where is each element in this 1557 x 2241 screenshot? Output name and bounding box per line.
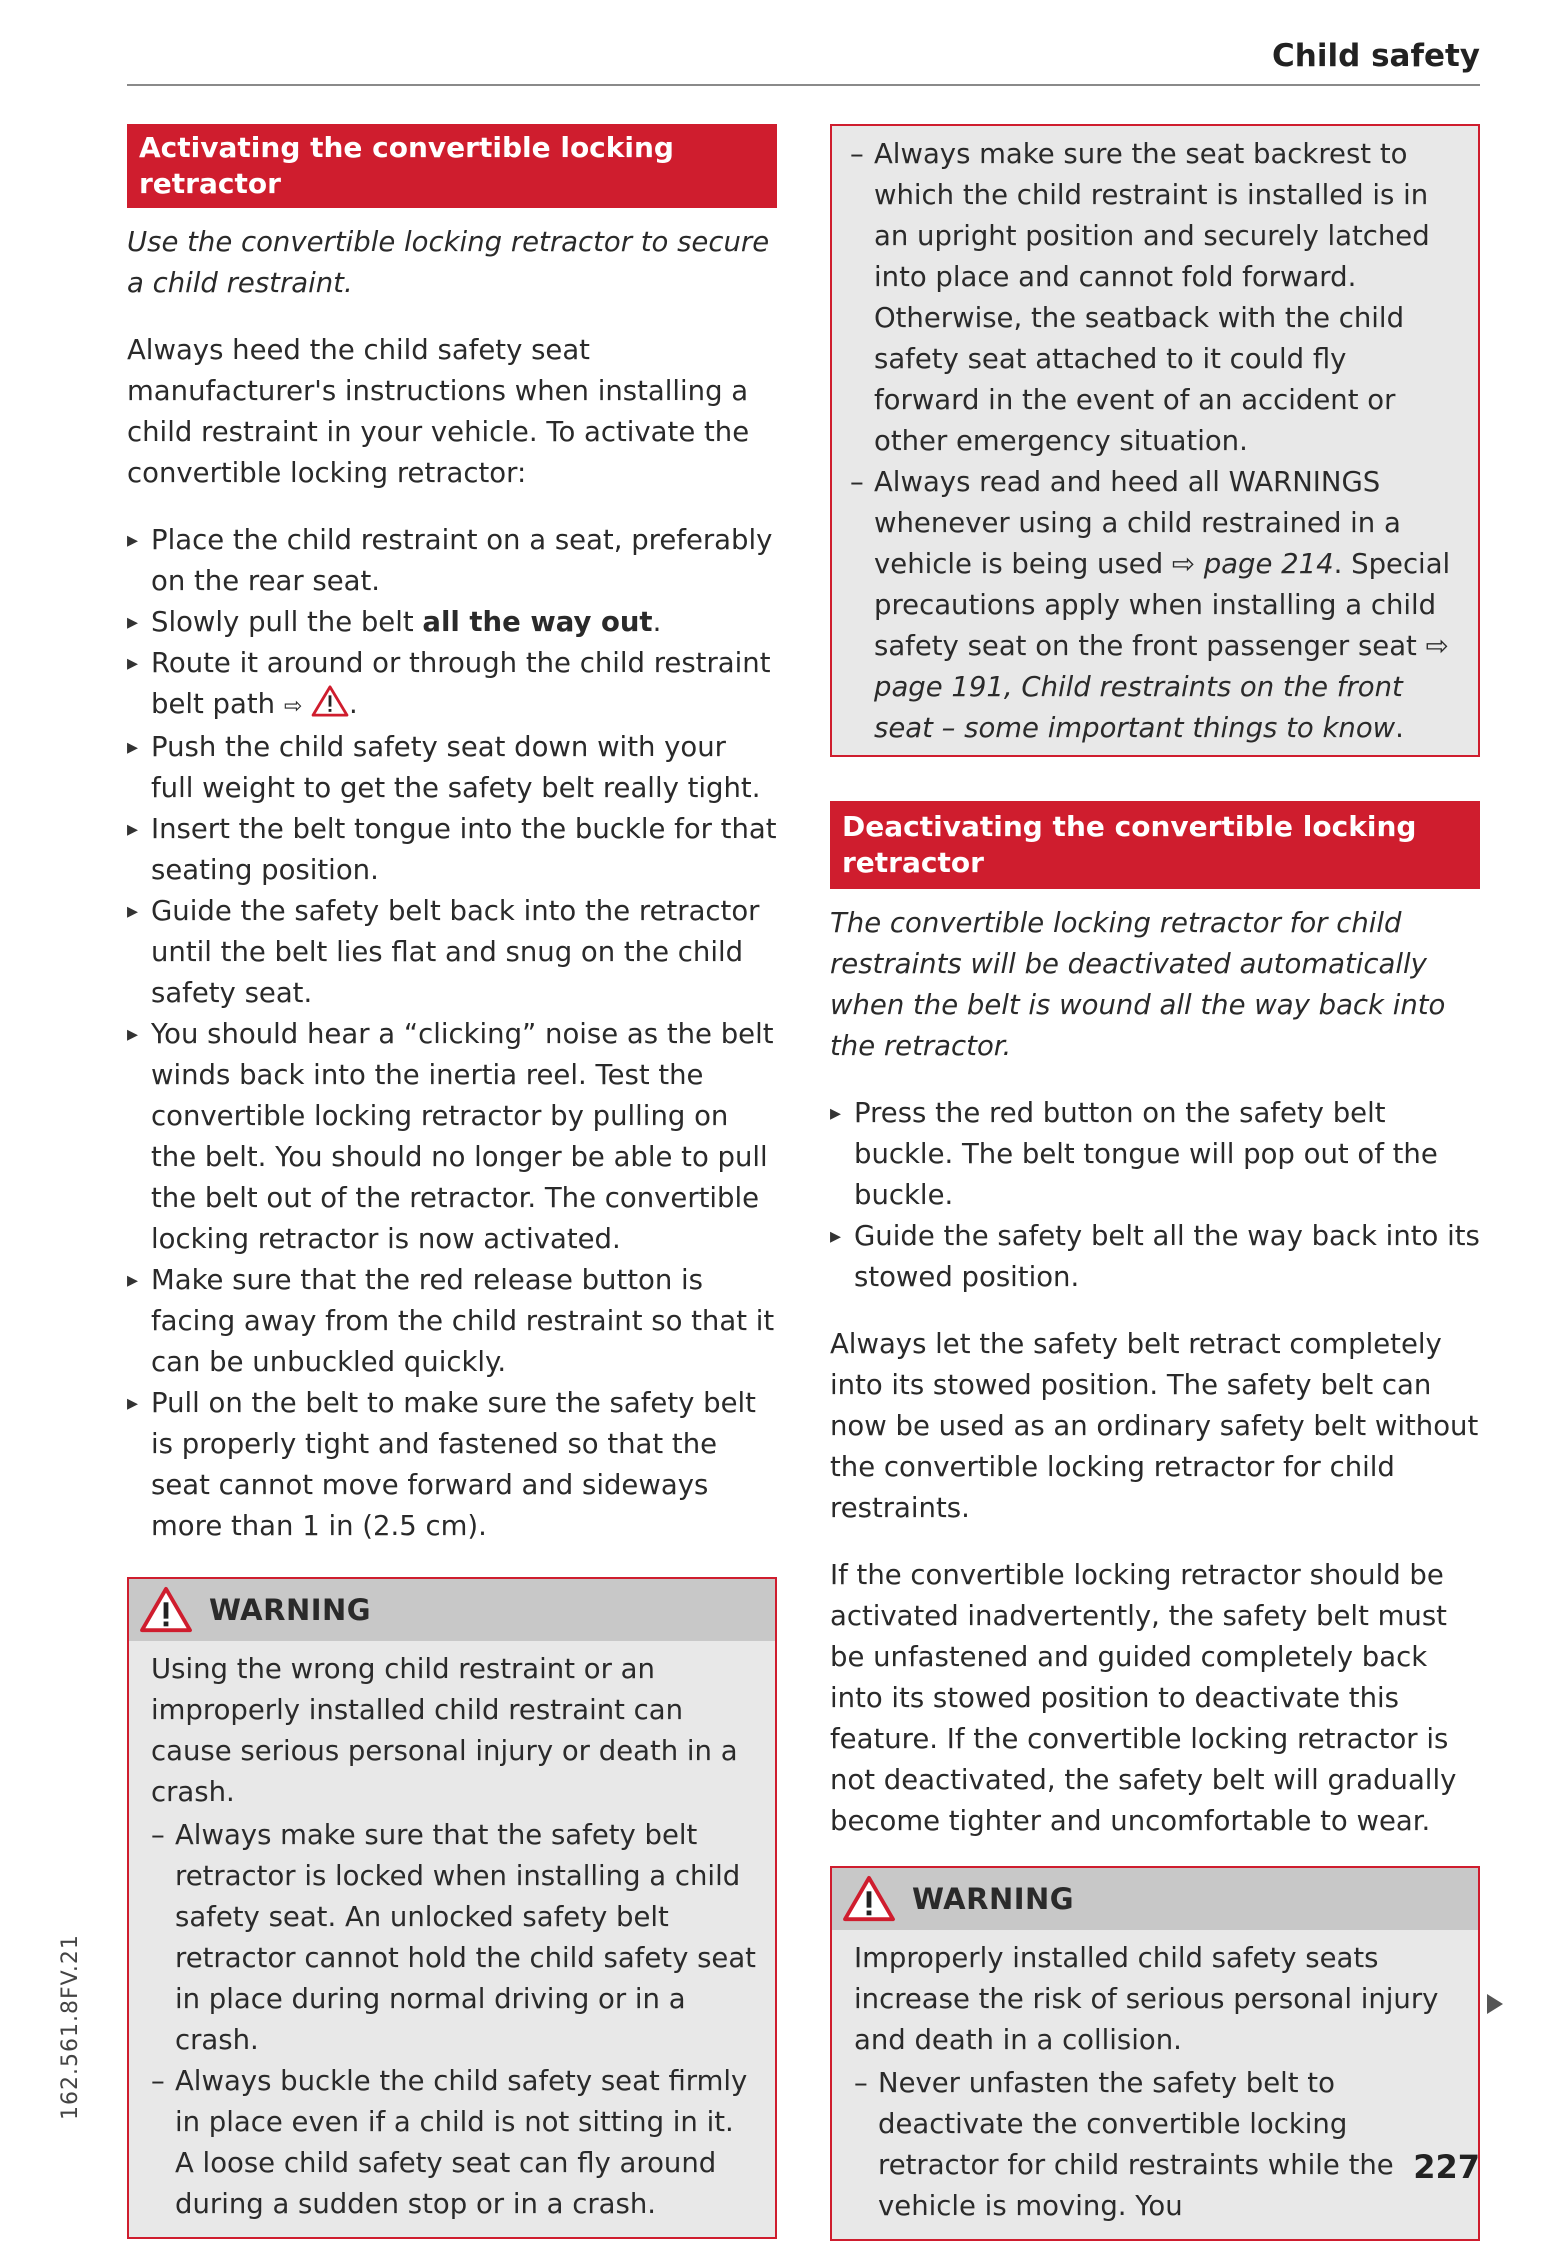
emphasis-text: all the way out	[422, 606, 653, 638]
list-item: – Always make sure the seat backrest to which the child restraint is installed is in an upright position and securely latched into place and cannot fold forward. Otherwise, the seatback with the child safety seat attached to it could fly forward in the event of an accident or other emergency situation.	[850, 134, 1460, 462]
reference-arrow-icon: ⇨	[283, 694, 303, 719]
list-item	[127, 643, 777, 727]
step-text: Route it around or through the child restraint belt path	[151, 647, 771, 720]
section-heading-activating: Activating the convertible locking retractor	[127, 124, 777, 208]
header-divider	[127, 84, 1480, 86]
body-paragraph: Always heed the child safety seat manufacturer's instructions when installing a child restraint in your vehicle. To activate the convertible locking retractor:	[127, 334, 750, 489]
list-item: ▸ Place the child restraint on a seat, preferably on the rear seat.	[127, 520, 777, 602]
warning-box	[127, 1577, 777, 2239]
page-number: 227	[1413, 2148, 1480, 2186]
continue-arrow-icon[interactable]	[1487, 1994, 1503, 2014]
warning-body	[832, 1930, 1478, 2239]
warning-body	[129, 1641, 775, 2237]
warning-text: Always read and heed all WARNINGS whenever using a child restrained in a vehicle is being used	[874, 466, 1401, 580]
body-paragraph: Always let the safety belt retract completely into its stowed position. The safety belt can now be used as an ordinary safety belt without the convertible locking retractor for child restraints.	[830, 1328, 1479, 1524]
warning-triangle-icon[interactable]	[311, 685, 349, 717]
warning-triangle-icon	[139, 1586, 193, 1634]
body-paragraph: If the convertible locking retractor should be activated inadvertently, the safety belt must be unfastened and guided completely back into its stowed position to deactivate this feature. If the convertible locking retractor is not deactivated, the safety belt will gradually become tighter and uncomfortable to wear.	[830, 1559, 1457, 1837]
warning-text: .	[1395, 712, 1404, 744]
warning-list	[850, 134, 1460, 749]
warning-title: WARNING	[209, 1592, 372, 1627]
step-list	[830, 1093, 1480, 1298]
list-item: ▸ Guide the safety belt all the way back into its stowed position.	[830, 1216, 1480, 1298]
step-text: .	[349, 688, 358, 720]
step-list	[127, 520, 777, 1547]
list-item: ▸ Pull on the belt to make sure the safety belt is properly tight and fastened so that the seat cannot move forward and sideways more than 1 in (2.5 cm).	[127, 1383, 777, 1547]
list-item: ▸ Make sure that the red release button is facing away from the child restraint so that it can be unbuckled quickly.	[127, 1260, 777, 1383]
running-header: Child safety	[1272, 38, 1480, 74]
warning-header	[129, 1579, 775, 1641]
page-reference-link[interactable]: ⇨ page 214	[1171, 548, 1334, 580]
section-intro: Use the convertible locking retractor to secure a child restraint.	[127, 226, 770, 299]
warning-list	[854, 2063, 1460, 2227]
page-reference-link[interactable]: ⇨ page 191, Child restraints on the front seat – some important things to know	[874, 630, 1449, 744]
step-text: .	[652, 606, 662, 638]
list-item: ▸ You should hear a “clicking” noise as the belt winds back into the inertia reel. Test the convertible locking retractor by pulling on the belt. You should no longer be able to pull the belt out of the retractor. The convertible locking retractor is now activated.	[127, 1014, 777, 1260]
left-column	[127, 124, 777, 2239]
list-item: ▸ Push the child safety seat down with your full weight to get the safety belt really tight.	[127, 727, 777, 809]
warning-continued-box	[830, 124, 1480, 757]
list-item: ▸ Press the red button on the safety belt buckle. The belt tongue will pop out of the buckle.	[830, 1093, 1480, 1216]
list-item: – Never unfasten the safety belt to deactivate the convertible locking retractor for child restraints while the vehicle is moving. You	[854, 2063, 1460, 2227]
section-heading-deactivating: Deactivating the convertible locking retractor	[830, 801, 1480, 889]
warning-header	[832, 1868, 1478, 1930]
list-item	[850, 462, 1460, 749]
section-intro: The convertible locking retractor for child restraints will be deactivated automatically when the belt is wound all the way back into the retractor.	[830, 907, 1446, 1062]
warning-list	[151, 1815, 757, 2225]
warning-triangle-icon	[842, 1875, 896, 1923]
step-text: Slowly pull the belt	[151, 606, 423, 638]
list-item: – Always buckle the child safety seat firmly in place even if a child is not sitting in it. A loose child safety seat can fly around during a sudden stop or in a crash.	[151, 2061, 757, 2225]
list-item: – Always make sure that the safety belt retractor is locked when installing a child safety seat. An unlocked safety belt retractor cannot hold the child safety seat in place during normal driving or in a crash.	[151, 1815, 757, 2061]
warning-text: . Special precautions apply when installing a child safety seat on the front passenger seat	[874, 548, 1451, 662]
list-item: ▸ Guide the safety belt back into the retractor until the belt lies flat and snug on the child safety seat.	[127, 891, 777, 1014]
list-item	[127, 602, 777, 643]
warning-lead: Improperly installed child safety seats increase the risk of serious personal injury and death in a collision.	[854, 1942, 1439, 2056]
document-code: 162.561.8FV.21	[58, 1934, 83, 2120]
list-item: ▸ Insert the belt tongue into the buckle for that seating position.	[127, 809, 777, 891]
warning-lead: Using the wrong child restraint or an improperly installed child restraint can cause serious personal injury or death in a crash.	[151, 1653, 738, 1808]
warning-title: WARNING	[912, 1881, 1075, 1916]
right-column	[830, 124, 1480, 2241]
